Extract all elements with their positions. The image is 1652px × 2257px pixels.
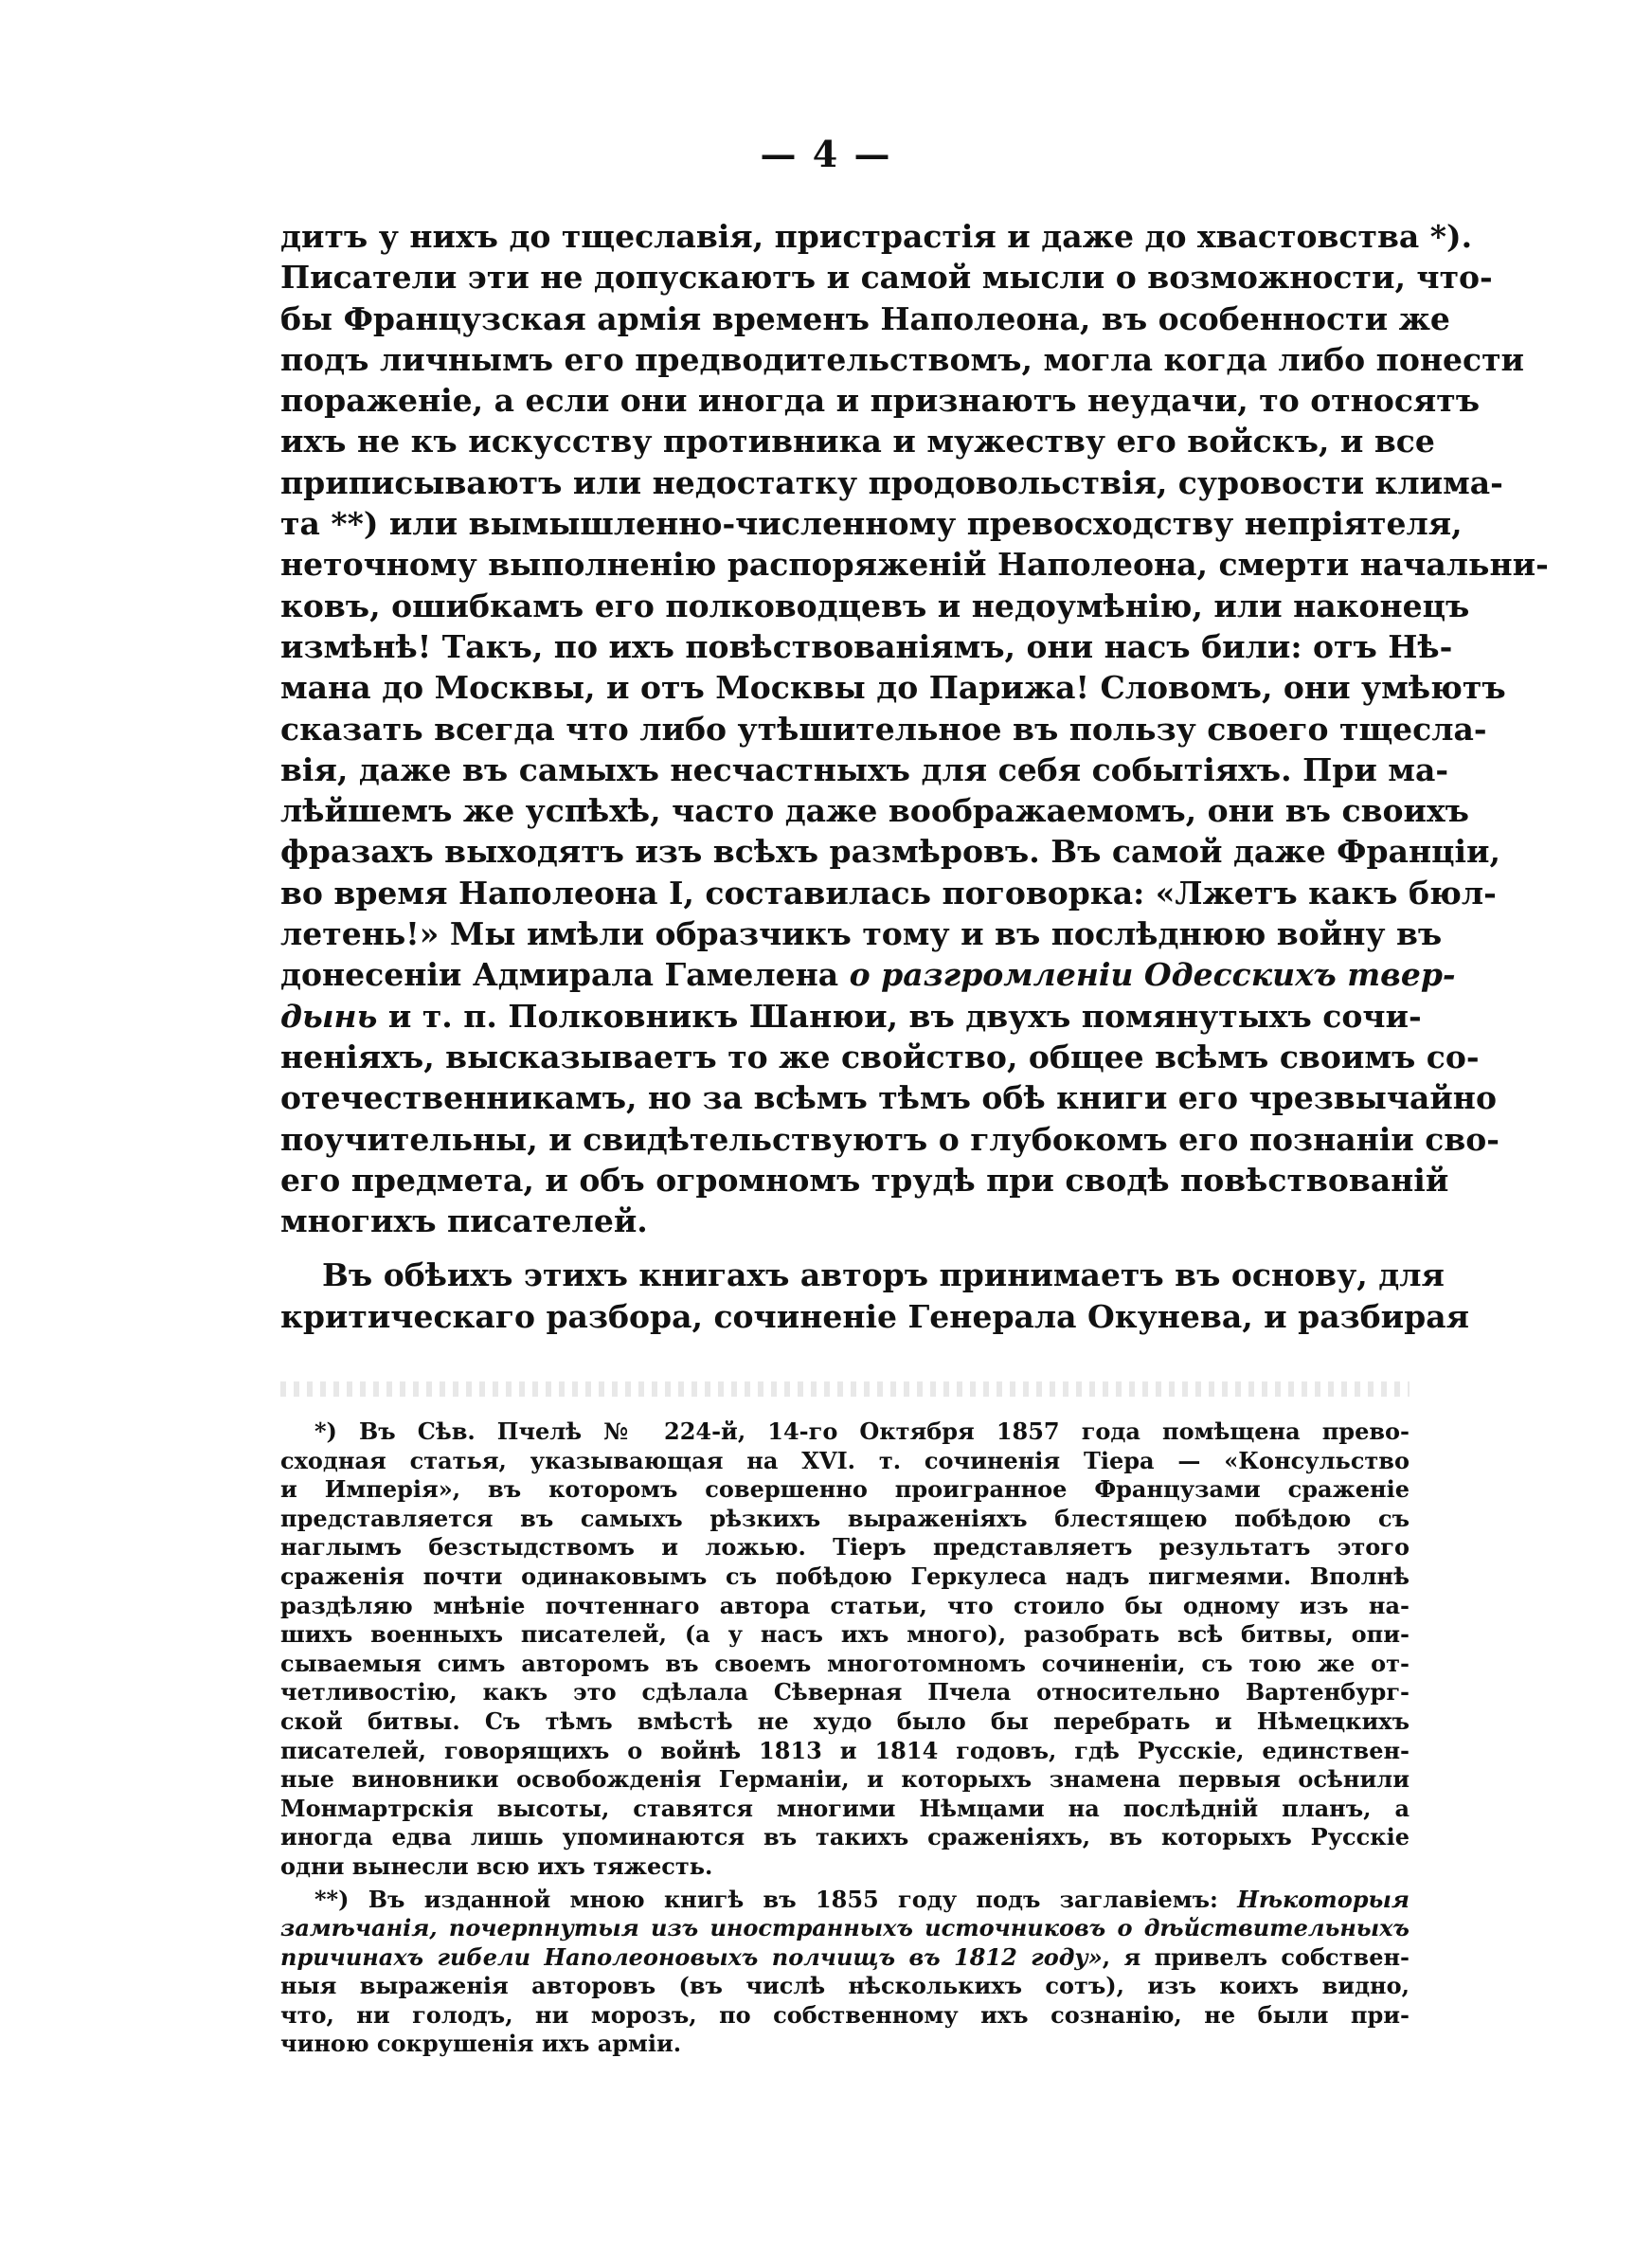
- body-line: неніяхъ, высказываетъ то же свойство, общее всѣмъ своимъ со-: [280, 1038, 1480, 1075]
- body-line: [280, 996, 1422, 1037]
- body-line: [280, 954, 1456, 995]
- main-body-text: [280, 216, 1549, 1337]
- footnote-line: сываемыя симъ авторомъ въ своемъ многотомномъ сочиненіи, съ тою же от-: [280, 1649, 1410, 1677]
- body-line: бы Французская армія временъ Наполеона, въ особенности же: [280, 299, 1450, 337]
- body-line: отечественникамъ, но за всѣмъ тѣмъ обѣ книги его чрезвычайно: [280, 1079, 1497, 1117]
- faded-bleedthrough-line: [280, 1381, 1410, 1397]
- footnote-line: ныя выраженія авторовъ (въ числѣ нѣсколькихъ сотъ), изъ коихъ видно,: [280, 1972, 1410, 2000]
- body-line: сказать всегда что либо утѣшительное въ пользу своего тщесла-: [280, 710, 1487, 748]
- body-line: ихъ не къ искусству противника и мужеству его войскъ, и все: [280, 423, 1435, 460]
- body-line: измѣнѣ! Такъ, по ихъ повѣствованіямъ, они насъ били: отъ Нѣ-: [280, 627, 1453, 665]
- footnote-line: наглымъ безстыдствомъ и ложью. Тіеръ представляетъ результатъ этого: [280, 1533, 1410, 1562]
- footnote-text: , я привелъ собствен-: [1102, 1942, 1410, 1971]
- italic-title: причинахъ гибели Наполеоновыхъ полчищъ въ 1812 году»: [280, 1942, 1103, 1971]
- italic-title: замѣчанія, почерпнутыя изъ иностранныхъ источниковъ о дѣйствительныхъ: [280, 1914, 1410, 1942]
- body-line: фразахъ выходятъ изъ всѣхъ размѣровъ. Въ самой даже Франціи,: [280, 833, 1500, 871]
- footnote-line: представляется въ самыхъ рѣзкихъ выраженіяхъ блестящею побѣдою съ: [280, 1504, 1410, 1532]
- body-line: Въ обѣихъ этихъ книгахъ авторъ принимаетъ въ основу, для: [322, 1256, 1445, 1294]
- footnote-line: Монмартрскія высоты, ставятся многими Нѣмцами на послѣдній планъ, а: [280, 1794, 1410, 1822]
- footnote-line: сраженія почти одинаковымъ съ побѣдою Геркулеса надъ пигмеями. Вполнѣ: [280, 1562, 1410, 1590]
- footnote-line: одни вынесли всю ихъ тяжесть.: [280, 1851, 713, 1880]
- footnote-line: шихъ военныхъ писателей, (а у насъ ихъ много), разобрать всѣ битвы, опи-: [280, 1620, 1410, 1649]
- footnote-line: ской битвы. Съ тѣмъ вмѣстѣ не худо было бы перебрать и Нѣмецкихъ: [280, 1706, 1410, 1735]
- footnote-line: что, ни голодъ, ни морозъ, по собственному ихъ сознанію, не были при-: [280, 2000, 1410, 2029]
- footnote-line: [280, 1914, 1410, 1943]
- footnote-line: чиною сокрушенія ихъ арміи.: [280, 2030, 682, 2058]
- footnote-line: сходная статья, указывающая на XVI. т. сочиненія Тіера — «Консульство: [280, 1446, 1410, 1474]
- italic-title: Нѣкоторыя: [1237, 1885, 1410, 1913]
- footnotes: [280, 1417, 1410, 2059]
- footnote-line: писателей, говорящихъ о войнѣ 1813 и 1814 годовъ, гдѣ Русскіе, единствен-: [280, 1736, 1410, 1764]
- footnote-line: четливостію, какъ это сдѣлала Сѣверная Пчела относительно Вартенбург-: [280, 1678, 1410, 1706]
- body-line: лѣйшемъ же успѣхѣ, часто даже воображаемомъ, они въ своихъ: [280, 792, 1469, 830]
- body-line: мана до Москвы, и отъ Москвы до Парижа! Словомъ, они умѣютъ: [280, 669, 1506, 707]
- body-line-text: и т. п. Полковникъ Шанюи, въ двухъ помянутыхъ сочи-: [387, 997, 1422, 1035]
- body-line: неточному выполненію распоряженій Наполеона, смерти начальни-: [280, 546, 1549, 584]
- body-line: поучительны, и свидѣтельствуютъ о глубокомъ его познаніи сво-: [280, 1120, 1499, 1158]
- body-line: Писатели эти не допускаютъ и самой мысли о возможности, что-: [280, 259, 1493, 297]
- footnote-line: и Имперія», въ которомъ совершенно проигранное Французами сраженіе: [280, 1475, 1410, 1504]
- body-line: приписываютъ или недостатку продовольствія, суровости клима-: [280, 463, 1503, 501]
- italic-quote: дынь: [280, 997, 378, 1035]
- footnote-line: [280, 1943, 1410, 1973]
- body-line: его предмета, и объ огромномъ трудѣ при сводѣ повѣствованій: [280, 1161, 1449, 1199]
- body-line: вія, даже въ самыхъ несчастныхъ для себя событіяхъ. При ма-: [280, 750, 1449, 788]
- body-line: летень!» Мы имѣли образчикъ тому и въ послѣднюю войну въ: [280, 915, 1443, 953]
- body-line: та **) или вымышленно-численному превосходству непріятеля,: [280, 505, 1463, 543]
- footnote-text: **) Въ изданной мною книгѣ въ 1855 году подъ заглавіемъ:: [314, 1885, 1218, 1913]
- body-line-text: донесеніи Адмирала Гамелена: [280, 956, 839, 994]
- footnote-line: раздѣляю мнѣніе почтеннаго автора статьи, что стоило бы одному изъ на-: [280, 1591, 1410, 1619]
- body-line: критическаго разбора, сочиненіе Генерала Окунева, и разбирая: [280, 1297, 1469, 1335]
- italic-quote: о разгромленіи Одесскихъ твер-: [849, 956, 1456, 994]
- body-line: ковъ, ошибкамъ его полководцевъ и недоумѣнію, или наконецъ: [280, 587, 1470, 624]
- body-line: многихъ писателей.: [280, 1202, 648, 1240]
- page-number: — 4 —: [760, 133, 892, 175]
- body-line: дитъ у нихъ до тщеславія, пристрастія и даже до хвастовства *).: [280, 218, 1473, 255]
- footnote-line: иногда едва лишь упоминаются въ такихъ сраженіяхъ, въ которыхъ Русскіе: [280, 1823, 1410, 1851]
- body-line: пораженіе, а если они иногда и признаютъ неудачи, то относятъ: [280, 382, 1481, 420]
- body-line: во время Наполеона I, составилась поговорка: «Лжетъ какъ бюл-: [280, 874, 1497, 912]
- body-line: подъ личнымъ его предводительствомъ, могла когда либо понести: [280, 340, 1525, 378]
- footnote-line: ные виновники освобожденія Германіи, и которыхъ знамена первыя осѣнили: [280, 1765, 1410, 1794]
- footnote-line: *) Въ Сѣв. Пчелѣ № 224-й, 14-го Октября 1857 года помѣщена прево-: [314, 1417, 1410, 1445]
- footnote-line: [280, 1886, 1410, 1915]
